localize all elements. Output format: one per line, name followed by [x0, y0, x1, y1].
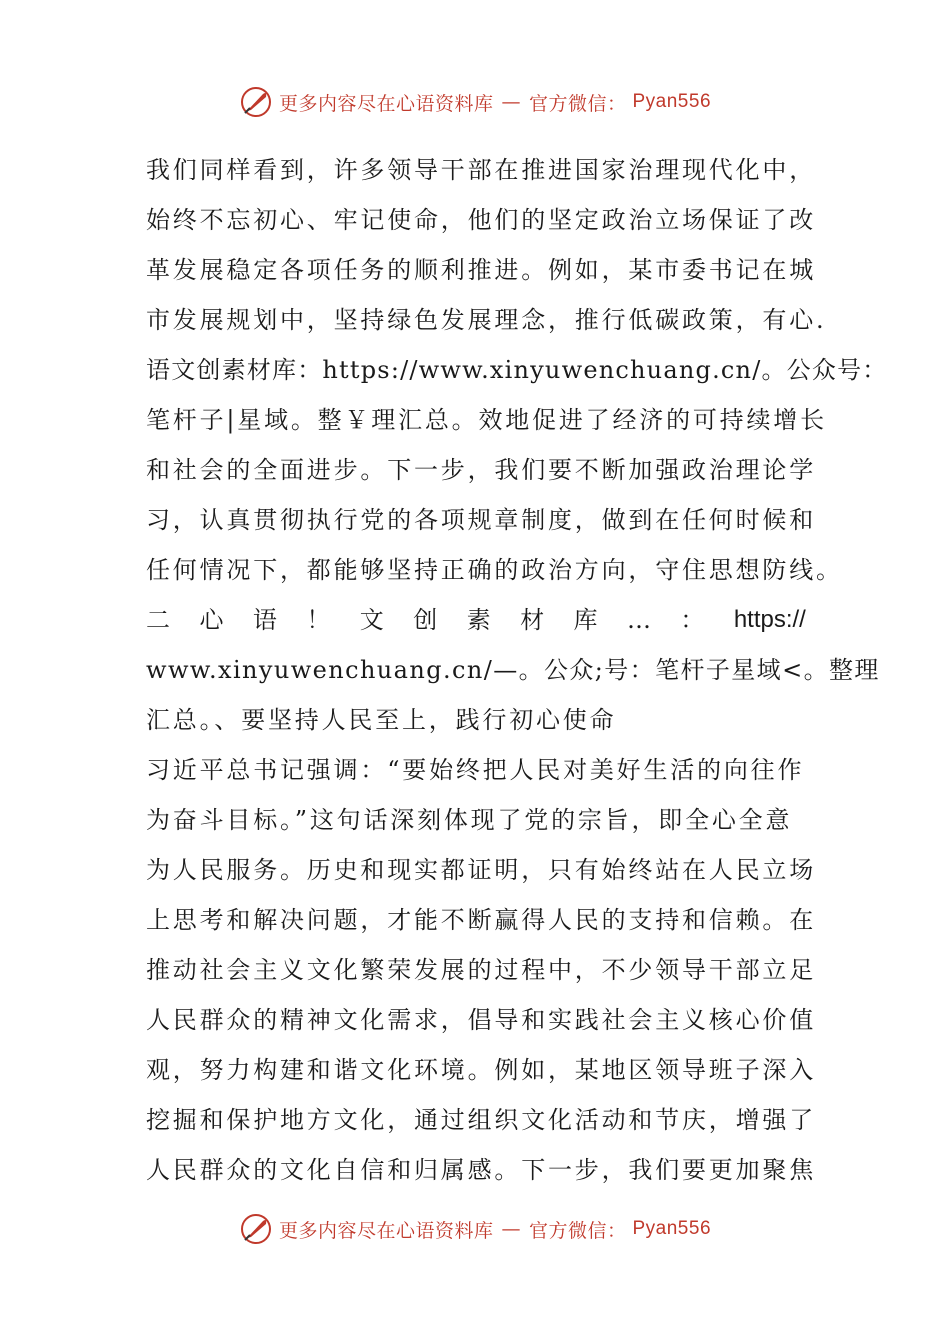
- text-line: 语文创素材库：https://www.xinyuwenchuang.cn/。公众号：: [146, 356, 888, 384]
- document-body: [146, 145, 888, 1195]
- banner-wechat-id: Pyan556: [632, 1218, 712, 1239]
- banner-content: [239, 1212, 711, 1246]
- spread-char: 心: [199, 606, 224, 634]
- header-banner: [0, 82, 950, 122]
- text-line: 市发展规划中，坚持绿色发展理念，推行低碳政策，有心.: [146, 306, 827, 334]
- spread-char: 创: [413, 606, 438, 634]
- spread-char: 文: [359, 606, 384, 634]
- banner-wechat-label: 官方微信：: [528, 92, 627, 115]
- text-line: 革发展稳定各项任务的顺利推进。例如，某市委书记在城: [146, 256, 816, 284]
- text-line: 笔杆子|星域。整￥理汇总。效地促进了经济的可持续增长: [146, 406, 827, 434]
- text-line: 和社会的全面进步。下一步，我们要不断加强政治理论学: [146, 456, 816, 484]
- text-line: 人民群众的精神文化需求，倡导和实践社会主义核心价值: [146, 1006, 816, 1034]
- text-line: 汇总。、要坚持人民至上，践行初心使命: [146, 706, 617, 734]
- banner-wechat-id: Pyan556: [632, 91, 712, 112]
- spread-url-fragment: https://: [733, 606, 806, 633]
- spread-char: 材: [520, 606, 545, 634]
- banner-content: [239, 85, 711, 119]
- feather-pen-logo-icon: [239, 1212, 273, 1246]
- banner-separator: —: [501, 91, 521, 113]
- spread-char: ：: [680, 606, 705, 634]
- text-line: 习近平总书记强调：“要始终把人民对美好生活的向往作: [146, 756, 805, 784]
- text-line: www.xinyuwenchuang.cn/—。公众;号：笔杆子星域<。整理: [146, 656, 880, 684]
- text-line: 任何情况下，都能够坚持正确的政治方向，守住思想防线。: [146, 556, 843, 584]
- spread-char: 库: [573, 606, 598, 634]
- spread-char: 二: [146, 606, 170, 634]
- text-line: 推动社会主义文化繁荣发展的过程中，不少领导干部立足: [146, 956, 816, 984]
- text-line: 挖掘和保护地方文化，通过组织文化活动和节庆，增强了: [146, 1106, 816, 1134]
- spread-char: …: [626, 606, 651, 634]
- text-line: 习，认真贯彻执行党的各项规章制度，做到在任何时候和: [146, 506, 816, 534]
- text-line: 我们同样看到，许多领导干部在推进国家治理现代化中，: [146, 156, 816, 184]
- banner-main-text: 更多内容尽在心语资料库: [278, 92, 494, 115]
- text-line: 上思考和解决问题，才能不断赢得人民的支持和信赖。在: [146, 906, 816, 934]
- spread-char: 语: [252, 606, 277, 634]
- text-line: 为人民服务。历史和现实都证明，只有始终站在人民立场: [146, 856, 816, 884]
- spread-text-line: [146, 595, 806, 645]
- text-line: 观，努力构建和谐文化环境。例如，某地区领导班子深入: [146, 1056, 816, 1084]
- banner-wechat-label: 官方微信：: [528, 1219, 627, 1242]
- text-line: 始终不忘初心、牢记使命，他们的坚定政治立场保证了改: [146, 206, 816, 234]
- text-line: 为奋斗目标。”这句话深刻体现了党的宗旨，即全心全意: [146, 806, 793, 834]
- spread-char: 素: [466, 606, 491, 634]
- banner-main-text: 更多内容尽在心语资料库: [278, 1219, 494, 1242]
- feather-pen-logo-icon: [239, 85, 273, 119]
- spread-char: ！: [306, 606, 331, 634]
- banner-separator: —: [501, 1218, 521, 1240]
- footer-banner: [0, 1209, 950, 1249]
- text-line: 人民群众的文化自信和归属感。下一步，我们要更加聚焦: [146, 1156, 816, 1184]
